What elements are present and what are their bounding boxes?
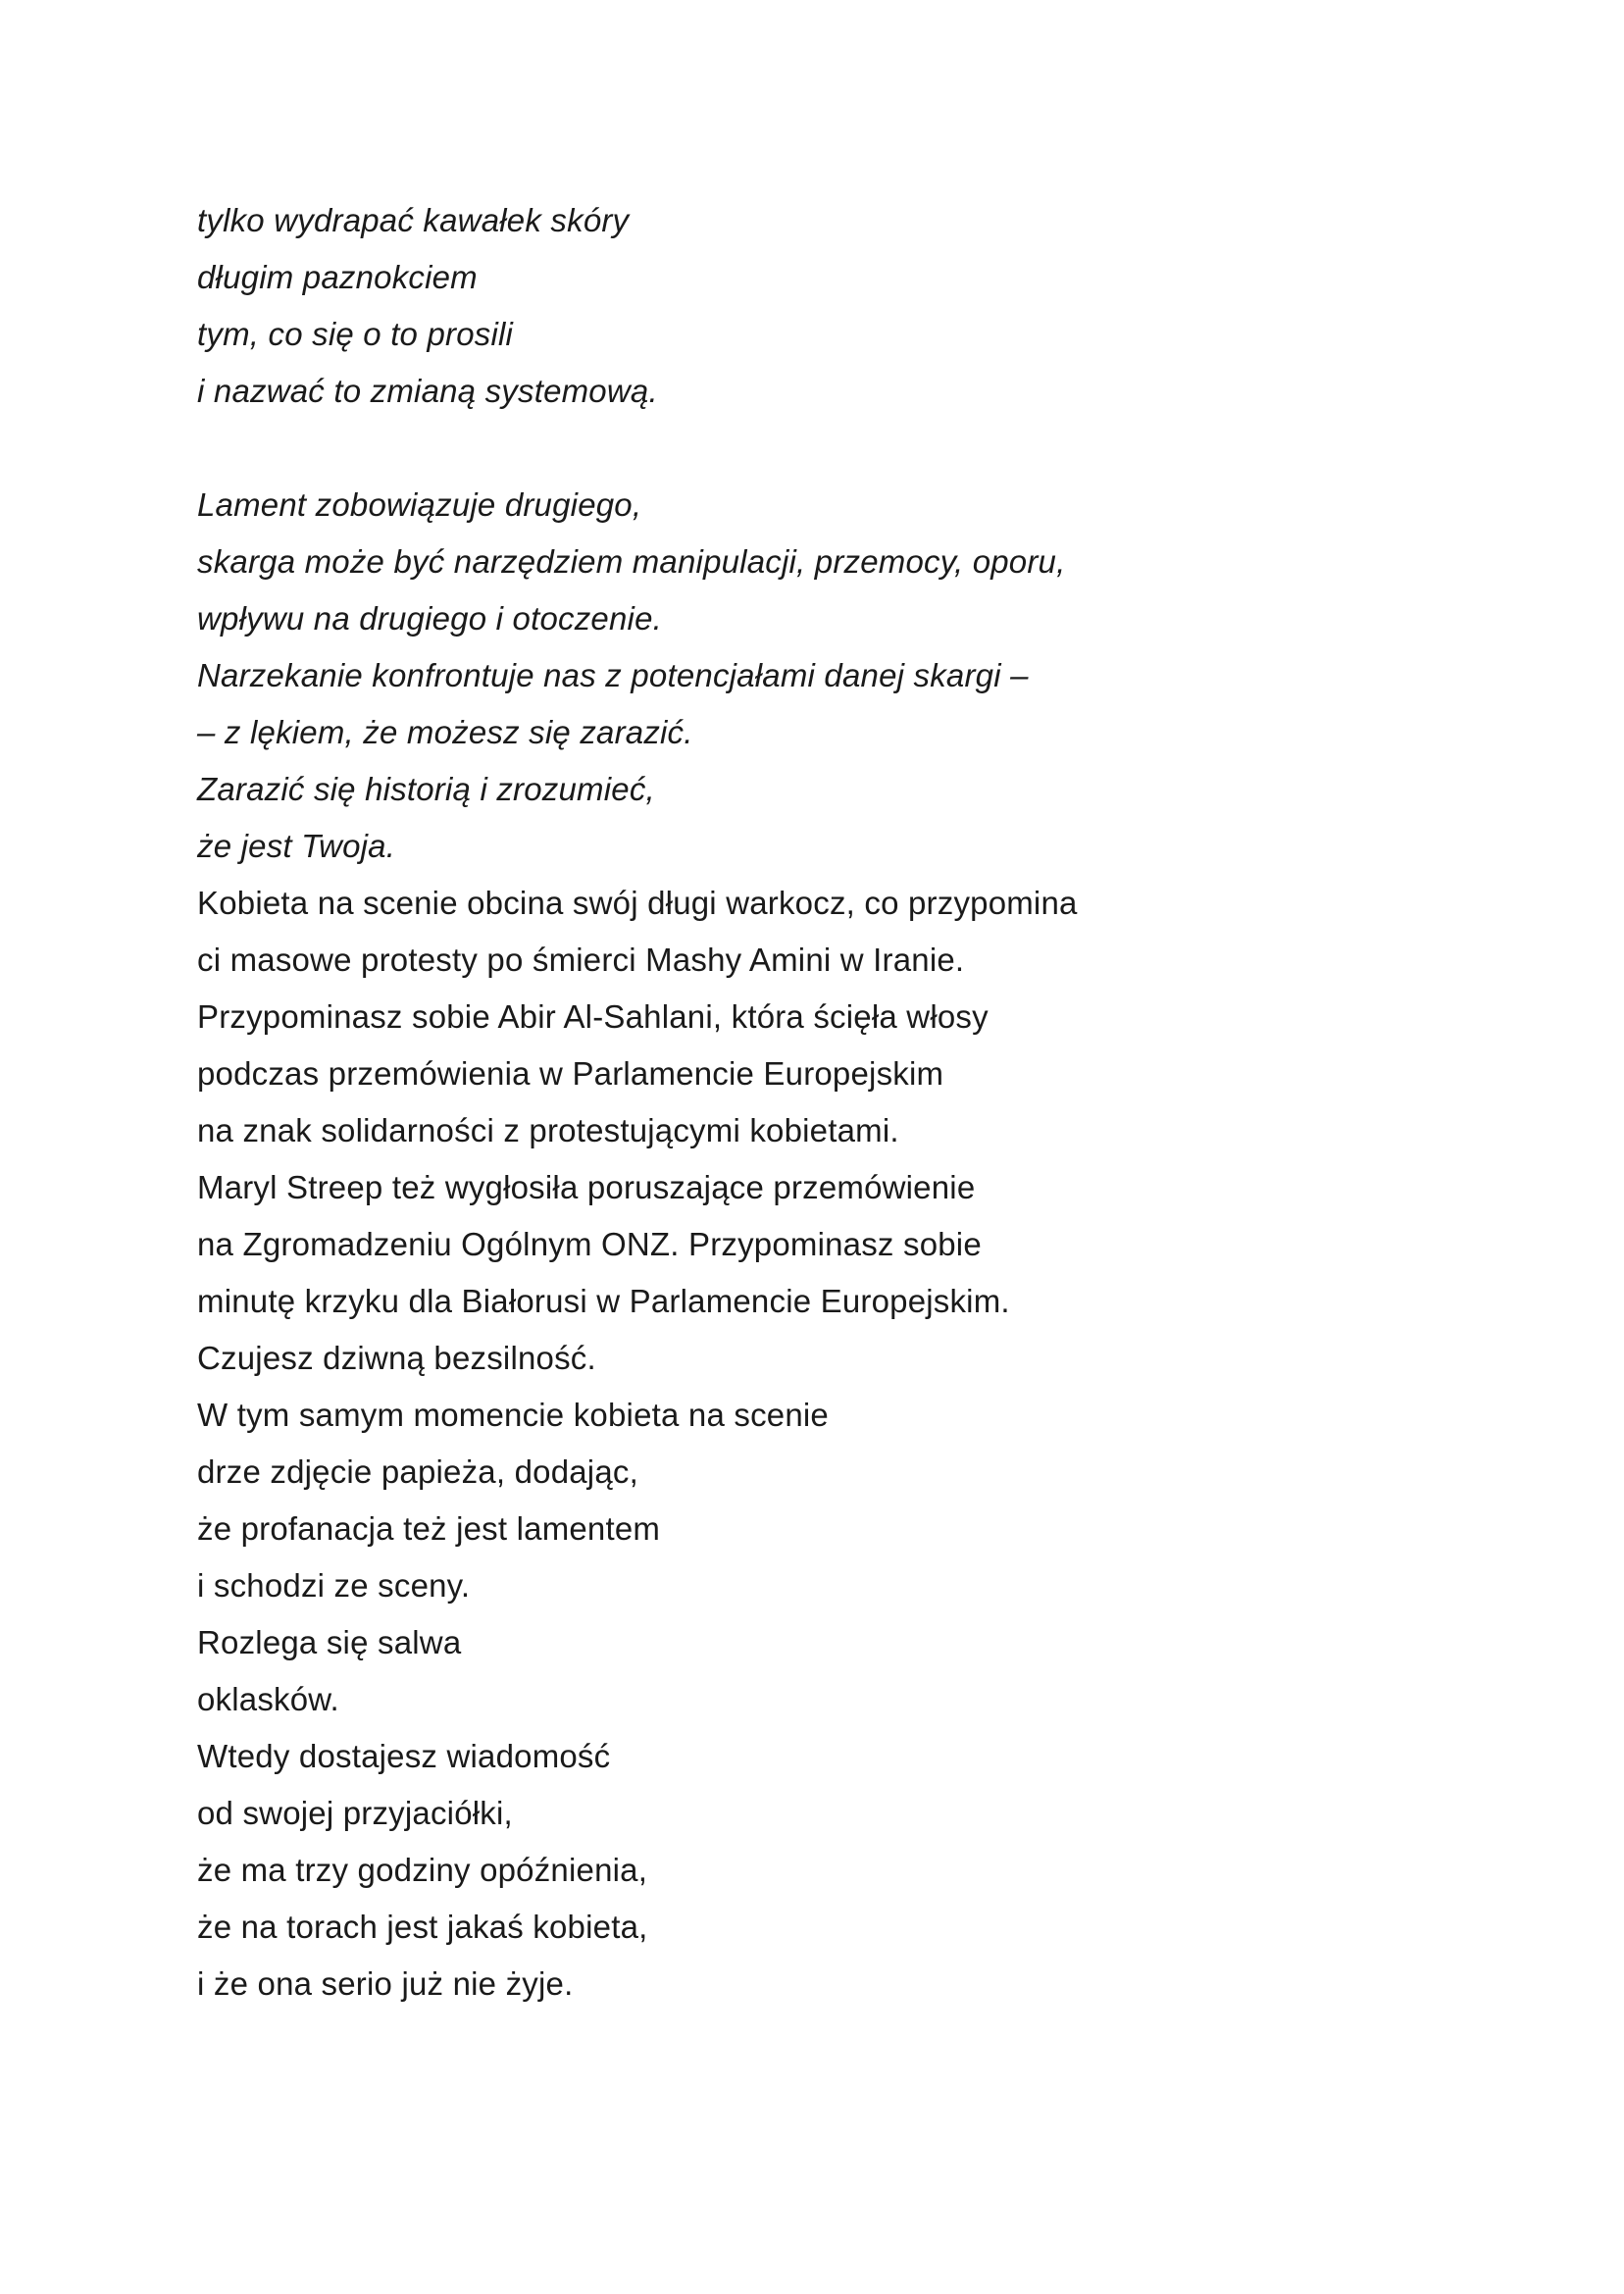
poem-line: oklasków.	[197, 1681, 339, 1717]
poem-line: W tym samym momencie kobieta na scenie	[197, 1397, 829, 1433]
poem-line: Narzekanie konfrontuje nas z potencjałami danej skargi –	[197, 657, 1029, 693]
poem-line: Rozlega się salwa	[197, 1624, 462, 1660]
poem-line: że profanacja też jest lamentem	[197, 1510, 661, 1547]
poem-line: Kobieta na scenie obcina swój długi warkocz, co przypomina	[197, 885, 1078, 921]
poem-line: wpływu na drugiego i otoczenie.	[197, 600, 662, 637]
poem-line: tylko wydrapać kawałek skóry	[197, 202, 630, 238]
poem-line: Maryl Streep też wygłosiła poruszające przemówienie	[197, 1169, 976, 1205]
poem-line: na Zgromadzeniu Ogólnym ONZ. Przypominasz sobie	[197, 1226, 982, 1262]
poem-line: Zarazić się historią i zrozumieć,	[197, 771, 655, 807]
poem-line: Wtedy dostajesz wiadomość	[197, 1738, 611, 1774]
poem-line: minutę krzyku dla Białorusi w Parlamencie Europejskim.	[197, 1283, 1010, 1319]
poem-line: tym, co się o to prosili	[197, 316, 514, 352]
stanza-break	[197, 420, 1423, 477]
poem-line: skarga może być narzędziem manipulacji, przemocy, oporu,	[197, 543, 1066, 580]
poem-line: ci masowe protesty po śmierci Mashy Amini w Iranie.	[197, 942, 965, 978]
poem-text	[197, 192, 1423, 2013]
poem-line: że jest Twoja.	[197, 828, 396, 864]
poem-line: i że ona serio już nie żyje.	[197, 1965, 574, 2002]
poem-line: drze zdjęcie papieża, dodając,	[197, 1453, 638, 1490]
poem-line: na znak solidarności z protestującymi kobietami.	[197, 1112, 899, 1148]
poem-line: i nazwać to zmianą systemową.	[197, 373, 658, 409]
poem-line: od swojej przyjaciółki,	[197, 1795, 513, 1831]
poem-line: Czujesz dziwną bezsilność.	[197, 1340, 596, 1376]
poem-line: i schodzi ze sceny.	[197, 1567, 471, 1604]
poem-line: podczas przemówienia w Parlamencie Europejskim	[197, 1055, 944, 1092]
poem-line: długim paznokciem	[197, 259, 478, 295]
poem-line: że ma trzy godziny opóźnienia,	[197, 1852, 648, 1888]
poem-line: Lament zobowiązuje drugiego,	[197, 486, 642, 523]
poem-line: – z lękiem, że możesz się zarazić.	[197, 714, 693, 750]
poem-line: że na torach jest jakaś kobieta,	[197, 1909, 648, 1945]
poem-line: Przypominasz sobie Abir Al-Sahlani, która ścięła włosy	[197, 998, 989, 1035]
